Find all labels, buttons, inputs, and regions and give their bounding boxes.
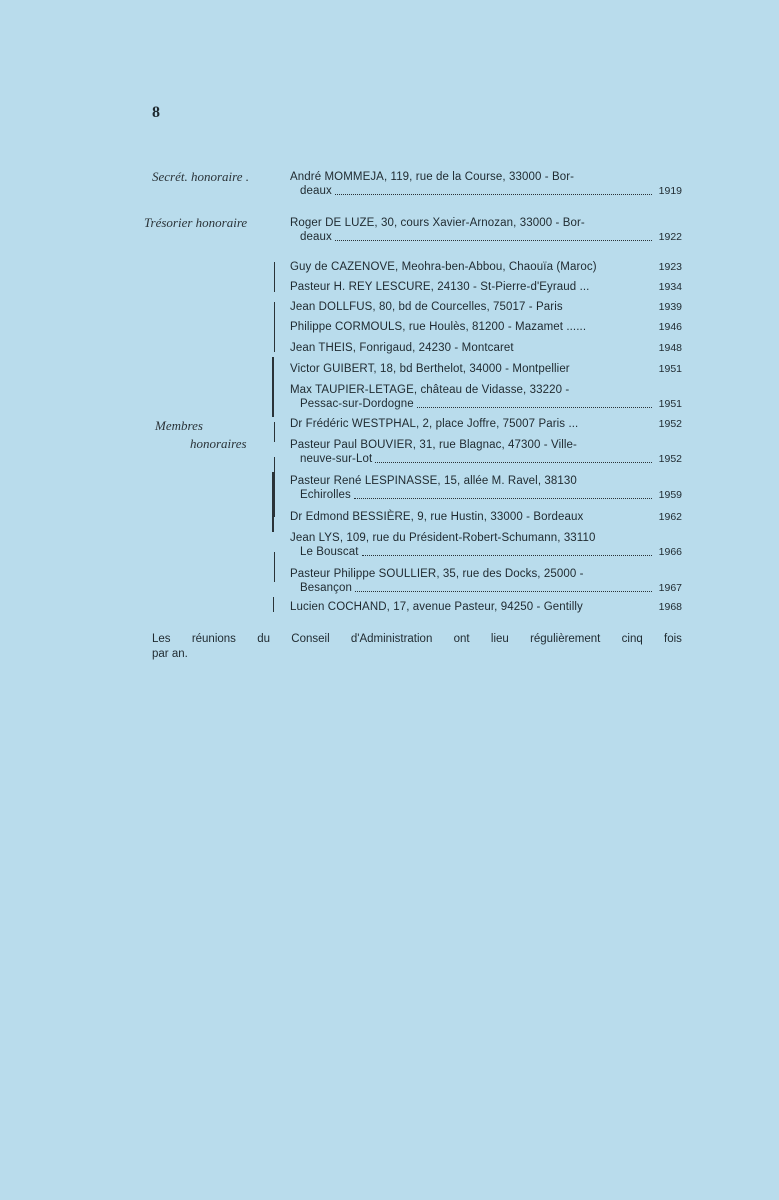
member-entry <box>290 600 680 614</box>
member-year: 1923 <box>658 261 682 273</box>
member-entry-text: Jean DOLLFUS, 80, bd de Courcelles, 75017 - Paris <box>290 301 563 313</box>
dot-leader <box>362 545 652 556</box>
member-entry-text: Roger DE LUZE, 30, cours Xavier-Arnozan, 33000 - Bor- <box>290 217 585 229</box>
member-entry-continuation: deaux <box>300 185 332 197</box>
member-year: 1952 <box>658 418 682 430</box>
member-entry-text: Pasteur H. REY LESCURE, 24130 - St-Pierre-d'Eyraud ... <box>290 281 590 293</box>
member-entry-text: Philippe CORMOULS, rue Houlès, 81200 - Mazamet ...... <box>290 321 587 333</box>
member-entry <box>290 383 680 411</box>
note-word: Les <box>152 633 171 645</box>
member-year: 1952 <box>658 453 682 465</box>
note-word: lieu <box>490 633 509 645</box>
member-entry <box>290 260 680 274</box>
note-word: ont <box>453 633 470 645</box>
member-year: 1962 <box>658 511 682 523</box>
member-year: 1948 <box>658 342 682 354</box>
member-entry-text: Jean LYS, 109, rue du Président-Robert-Schumann, 33110 <box>290 532 596 544</box>
role-treasurer: Trésorier honoraire <box>144 215 248 230</box>
member-year: 1968 <box>658 601 682 613</box>
member-entry-text: Pasteur Philippe SOULLIER, 35, rue des Docks, 25000 - <box>290 568 584 580</box>
role-members-line1: Membres <box>155 418 203 433</box>
member-entry-continuation: Besançon <box>300 582 352 594</box>
meeting-note-line1 <box>152 632 682 647</box>
dot-leader <box>417 397 652 408</box>
member-entry <box>290 300 680 314</box>
member-entry <box>290 341 680 355</box>
member-entry-text: Pasteur René LESPINASSE, 15, allée M. Ravel, 38130 <box>290 475 577 487</box>
member-year: 1946 <box>658 321 682 333</box>
members-brace <box>272 262 276 612</box>
member-entry <box>290 531 680 559</box>
note-word: cinq <box>621 633 643 645</box>
member-entry <box>290 170 680 198</box>
member-entry-text: Dr Edmond BESSIÈRE, 9, rue Hustin, 33000 - Bordeaux <box>290 511 584 523</box>
member-year: 1959 <box>658 489 682 501</box>
member-entry <box>290 510 680 524</box>
member-entry <box>290 280 680 294</box>
role-members-line2: honoraires <box>190 436 247 451</box>
member-entry-text: Lucien COCHAND, 17, avenue Pasteur, 94250 - Gentilly <box>290 601 583 613</box>
note-word: réunions <box>191 633 236 645</box>
meeting-note <box>152 632 682 662</box>
dot-leader <box>335 230 652 241</box>
note-word: Conseil <box>291 633 330 645</box>
page-number: 8 <box>152 104 160 121</box>
dot-leader <box>335 184 652 195</box>
member-entry-continuation: Le Bouscat <box>300 546 359 558</box>
member-entry <box>290 362 680 376</box>
member-entry-text: Pasteur Paul BOUVIER, 31, rue Blagnac, 47300 - Ville- <box>290 439 577 451</box>
role-secretary: Secrét. honoraire . <box>152 169 249 184</box>
note-word: d'Administration <box>350 633 433 645</box>
dot-leader <box>375 452 652 463</box>
member-entry-text: Dr Frédéric WESTPHAL, 2, place Joffre, 75007 Paris ... <box>290 418 579 430</box>
member-year: 1967 <box>658 582 682 594</box>
member-year: 1934 <box>658 281 682 293</box>
member-entry <box>290 474 680 502</box>
member-entry <box>290 567 680 595</box>
note-word: fois <box>664 633 682 645</box>
member-entry-text: Jean THEIS, Fonrigaud, 24230 - Montcaret <box>290 342 514 354</box>
dot-leader <box>355 581 652 592</box>
member-entry <box>290 216 680 244</box>
member-year: 1919 <box>658 185 682 197</box>
member-year: 1922 <box>658 231 682 243</box>
member-entry-continuation: neuve-sur-Lot <box>300 453 373 465</box>
member-year: 1951 <box>658 363 682 375</box>
member-entry-continuation: deaux <box>300 231 332 243</box>
member-entry-text: Victor GUIBERT, 18, bd Berthelot, 34000 - Montpellier <box>290 363 570 375</box>
dot-leader <box>354 488 652 499</box>
member-entry-continuation: Echirolles <box>300 489 351 501</box>
member-entry-text: André MOMMEJA, 119, rue de la Course, 33000 - Bor- <box>290 171 575 183</box>
note-word: du <box>257 633 270 645</box>
member-year: 1951 <box>658 398 682 410</box>
member-entry <box>290 438 680 466</box>
note-word: régulièrement <box>530 633 601 645</box>
member-year: 1939 <box>658 301 682 313</box>
member-entry-continuation: Pessac-sur-Dordogne <box>300 398 414 410</box>
member-entry-text: Guy de CAZENOVE, Meohra-ben-Abbou, Chaouïa (Maroc) <box>290 261 597 273</box>
member-year: 1966 <box>658 546 682 558</box>
meeting-note-line2: par an. <box>152 648 188 660</box>
member-entry <box>290 320 680 334</box>
member-entry-text: Max TAUPIER-LETAGE, château de Vidasse, 33220 - <box>290 384 570 396</box>
member-entry <box>290 417 680 431</box>
